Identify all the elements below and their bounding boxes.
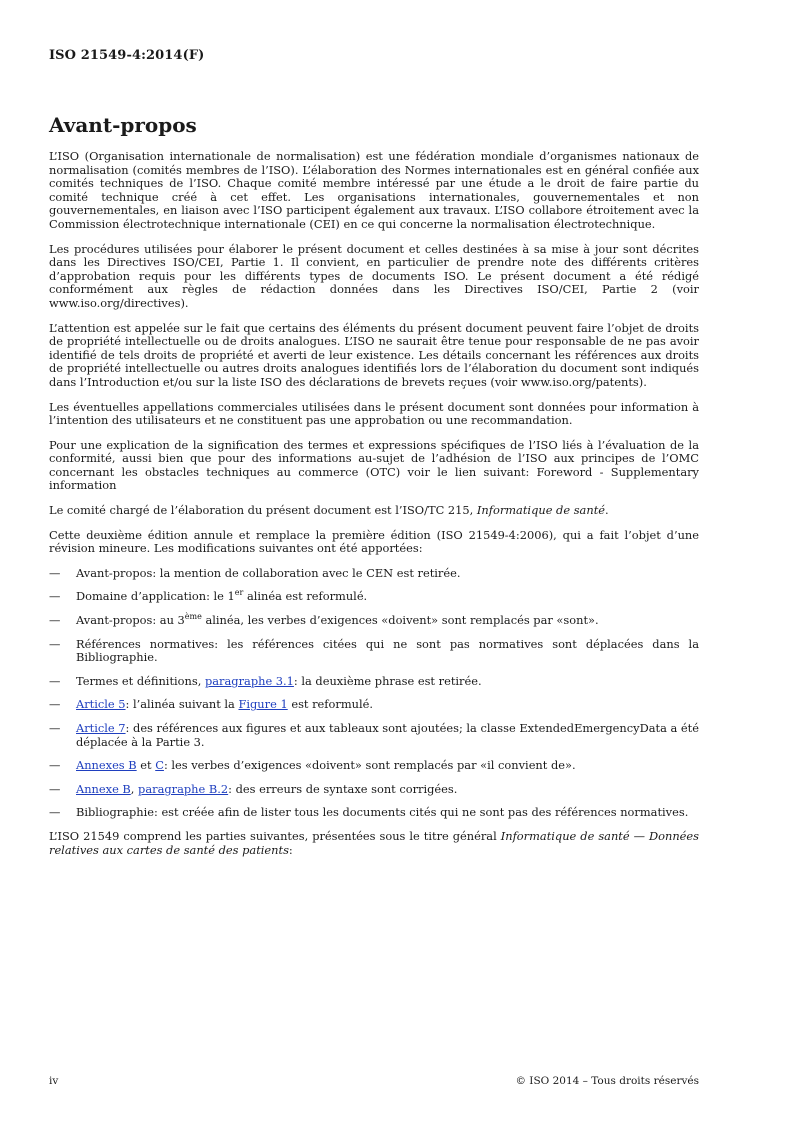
change-text: [76, 675, 699, 689]
change-item: [49, 567, 699, 581]
parts-suffix: :: [288, 842, 293, 857]
change-text: [76, 590, 699, 604]
change-text: [76, 614, 699, 628]
dash: —: [49, 781, 61, 796]
dash: —: [49, 589, 61, 604]
change-item: [49, 759, 699, 773]
change-text: [76, 783, 699, 797]
text-segment: alinéa, les verbes d’exigences «doivent» sont remplacés par «sont».: [201, 613, 599, 628]
change-text: Références normatives: les références citées qui ne sont pas normatives sont déplacées dans la Bibliographie.: [76, 636, 699, 665]
parts-prefix: L’ISO 21549 comprend les parties suivantes, présentées sous le titre général: [49, 828, 501, 843]
link-paragraphe-3-1[interactable]: paragraphe 3.1: [204, 673, 294, 688]
paragraph-committee: [49, 504, 699, 518]
change-text: Avant-propos: la mention de collaboration avec le CEN est retirée.: [76, 565, 461, 580]
link-annexes-b[interactable]: Annexes B: [76, 758, 137, 773]
dash: —: [49, 805, 61, 820]
text-segment: alinéa est reformulé.: [243, 589, 368, 604]
copyright-notice: © ISO 2014 – Tous droits réservés: [515, 1075, 699, 1087]
committee-prefix: Le comité chargé de l’élaboration du présent document est l’ISO/TC 215,: [49, 503, 477, 518]
paragraph-procedures: Les procédures utilisées pour élaborer le présent document et celles destinées à sa mise à jour sont décrites dans les Directives ISO/CEI, Partie 1. Il convient, en particulier de prendre note des différents critères d’approbation requis pour les différents types de documents ISO. Le présent document a été rédigé conformément aux règles de rédaction données dans les Directives ISO/CEI, Partie 2 (voir www.iso.org/directives).: [49, 241, 699, 310]
section-title: Avant-propos: [49, 113, 197, 137]
parts-general-title: Informatique de santé — Données relatives aux cartes de santé des patients: [49, 828, 699, 857]
paragraph-patents: L’attention est appelée sur le fait que certains des éléments du présent document peuvent faire l’objet de droits de propriété intellectuelle ou de droits analogues. L’ISO ne saurait être tenue pour responsable de ne pas avoir identifié de tels droits de propriété et averti de leur existence. Les détails concernant les références aux droits de propriété intellectuelle ou autres droits analogues identifiés lors de l’élaboration du document sont indiqués dans l’Introduction et/ou sur la liste ISO des déclarations de brevets reçues (voir www.iso.org/patents).: [49, 320, 699, 389]
dash: —: [49, 758, 61, 773]
text-segment: : la deuxième phrase est retirée.: [293, 673, 482, 688]
paragraph-conformity: Pour une explication de la signification des termes et expressions spécifiques de l’ISO liés à l’évaluation de la conformité, aussi bien que pour des informations au-sujet de l’adhésion de l’ISO aux principes de l’OMC concernant les obstacles techniques au commerce (OTC) voir le lien suivant: Foreword - Supplementary information: [49, 437, 699, 493]
change-item: [49, 806, 699, 820]
paragraph-trade-names: Les éventuelles appellations commerciales utilisées dans le présent document sont données pour information à l’intention des utilisateurs et ne constituent pas une approbation ou une recommandation.: [49, 399, 699, 428]
text-segment: est reformulé.: [287, 697, 373, 712]
dash: —: [49, 613, 61, 628]
foreword-body: [49, 150, 699, 868]
change-item: [49, 783, 699, 797]
change-item: [49, 722, 699, 749]
paragraph-parts-intro: [49, 830, 699, 857]
change-item: [49, 614, 699, 628]
change-item: [49, 590, 699, 604]
committee-name: Informatique de santé: [476, 503, 606, 518]
change-text: [76, 698, 699, 712]
paragraph-edition: Cette deuxième édition annule et remplace la première édition (ISO 21549-4:2006), qui a fait l’objet d’une révision mineure. Les modifications suivantes ont été apportées:: [49, 527, 699, 556]
link-annexe-c[interactable]: C: [155, 758, 164, 773]
change-item: [49, 675, 699, 689]
document-reference: ISO 21549-4:2014(F): [49, 48, 205, 63]
superscript: er: [234, 588, 244, 598]
text-segment: Termes et définitions,: [76, 673, 205, 688]
text-segment: Avant-propos: au 3: [76, 613, 185, 628]
link-article-7[interactable]: Article 7: [76, 721, 126, 735]
superscript: ème: [184, 612, 202, 622]
dash: —: [49, 673, 61, 688]
paragraph-iso-intro: L’ISO (Organisation internationale de normalisation) est une fédération mondiale d’organismes nationaux de normalisation (comités membres de l’ISO). L’élaboration des Normes internationales est en général confiée aux comités techniques de l’ISO. Chaque comité membre intéressé par une étude a le droit de faire partie du comité technique créé à cet effet. Les organisations internationales, gouvernementales et non gouvernementales, en liaison avec l’ISO participent également aux travaux. L’ISO collabore étroitement avec la Commission électrotechnique internationale (CEI) en ce qui concerne la normalisation électrotechnique.: [49, 149, 699, 231]
change-text: Bibliographie: est créée afin de lister tous les documents cités qui ne sont pas des références normatives.: [76, 805, 689, 820]
change-text: [76, 722, 699, 749]
change-text: [76, 759, 699, 773]
dash: —: [49, 697, 61, 712]
page-number: iv: [49, 1075, 59, 1087]
dash: —: [49, 721, 61, 735]
dash: —: [49, 636, 61, 651]
link-article-5[interactable]: Article 5: [76, 697, 126, 712]
dash: —: [49, 565, 61, 580]
committee-suffix: .: [605, 503, 609, 518]
text-segment: : des références aux figures et aux tableaux sont ajoutées; la classe ExtendedEmergencyData a été déplacée à la Partie 3.: [76, 721, 699, 749]
text-segment: et: [136, 758, 156, 773]
text-segment: Domaine d’application: le 1: [76, 589, 235, 604]
change-item: [49, 638, 699, 665]
text-segment: : l’alinéa suivant la: [125, 697, 239, 712]
link-paragraphe-b-2[interactable]: paragraphe B.2: [138, 781, 229, 796]
link-figure-1[interactable]: Figure 1: [238, 697, 288, 712]
change-item: [49, 698, 699, 712]
text-segment: ,: [130, 781, 139, 796]
link-annexe-b[interactable]: Annexe B: [76, 781, 131, 796]
text-segment: : des erreurs de syntaxe sont corrigées.: [228, 781, 458, 796]
text-segment: : les verbes d’exigences «doivent» sont remplacés par «il convient de».: [163, 758, 576, 773]
